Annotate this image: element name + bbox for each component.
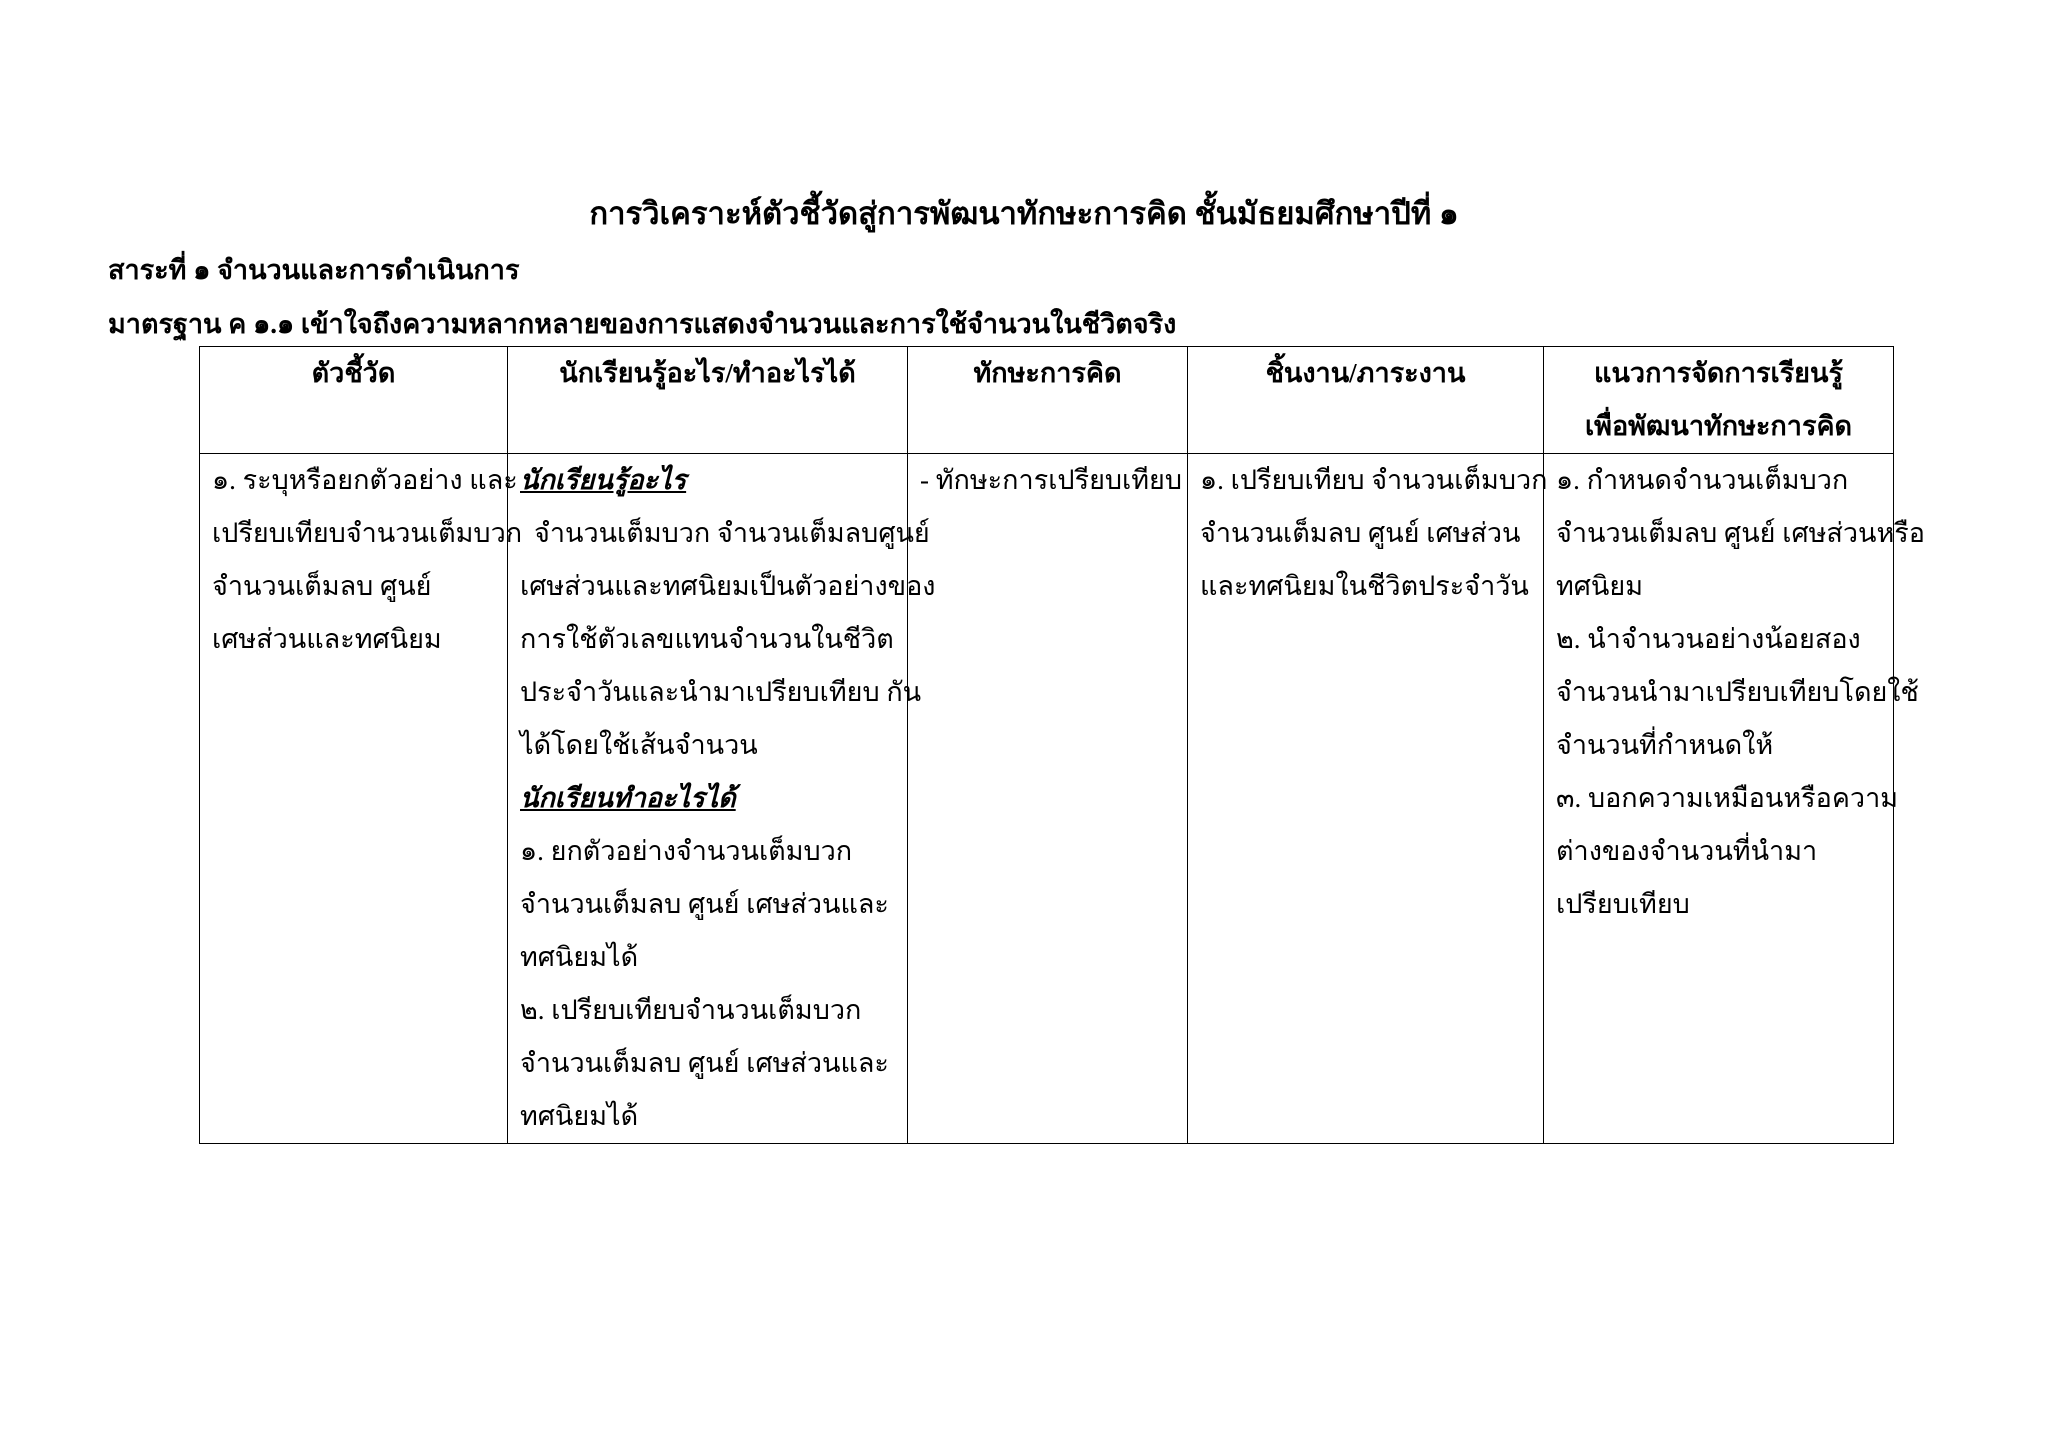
header-indicator — [200, 347, 508, 454]
cell-indicator — [200, 454, 523, 1144]
header-learning — [508, 347, 908, 454]
text-line: ๑. กำหนดจำนวนเต็มบวก — [1556, 465, 1849, 495]
know-subheading: นักเรียนรู้อะไร — [520, 465, 687, 495]
text-line: ๓. บอกความเหมือนหรือความ — [1556, 783, 1899, 813]
header-approach — [1544, 347, 1894, 454]
text-line: เศษส่วนและทศนิยม — [212, 624, 442, 654]
cell-learning — [508, 454, 936, 1144]
header-indicator-label: ตัวชี้วัด — [311, 358, 396, 388]
text-line: ๑. เปรียบเทียบ จำนวนเต็มบวก — [1200, 465, 1548, 495]
text-line: ได้โดยใช้เส้นจำนวน — [520, 730, 758, 760]
text-line: เศษส่วนและทศนิยมเป็นตัวอย่างของ — [520, 571, 936, 601]
page-title: การวิเคราะห์ตัวชี้วัดสู่การพัฒนาทักษะการคิด ชั้นมัธยมศึกษาปีที่ ๑ — [589, 196, 1459, 231]
header-approach-label-line2: เพื่อพัฒนาทักษะการคิด — [1584, 411, 1853, 441]
cell-task — [1188, 454, 1548, 1144]
table-header-row — [200, 347, 1894, 454]
text-line: จำนวนเต็มลบ ศูนย์ เศษส่วน — [1200, 518, 1521, 548]
text-line: ๒. เปรียบเทียบจำนวนเต็มบวก — [520, 995, 862, 1025]
text-line: จำนวนที่กำหนดให้ — [1556, 730, 1774, 760]
text-line: จำนวนเต็มลบ ศูนย์ เศษส่วนและ — [520, 1048, 889, 1078]
text-line: ต่างของจำนวนที่นำมา — [1556, 836, 1818, 866]
table-row — [200, 454, 1894, 1144]
text-line: ๒. นำจำนวนอย่างน้อยสอง — [1556, 624, 1861, 654]
indicator-analysis-table — [199, 346, 1925, 1144]
cell-approach — [1544, 454, 1925, 1144]
text-line: จำนวนเต็มลบ ศูนย์ เศษส่วนหรือ — [1556, 518, 1925, 548]
text-line: เปรียบเทียบ — [1556, 889, 1690, 919]
text-line: จำนวนเต็มบวก จำนวนเต็มลบศูนย์ — [534, 518, 930, 548]
text-line: ทศนิยม — [1556, 571, 1644, 601]
text-line: เปรียบเทียบจำนวนเต็มบวก — [212, 518, 523, 548]
text-line: - ทักษะการเปรียบเทียบ — [920, 465, 1183, 495]
text-line: จำนวนนำมาเปรียบเทียบโดยใช้ — [1556, 677, 1919, 707]
header-approach-label-line1: แนวการจัดการเรียนรู้ — [1594, 358, 1843, 388]
strand-heading: สาระที่ ๑ จำนวนและการดำเนินการ — [108, 255, 520, 285]
text-line: และทศนิยมในชีวิตประจำวัน — [1200, 571, 1529, 601]
text-line: ๑. ยกตัวอย่างจำนวนเต็มบวก — [520, 836, 853, 866]
header-task-label: ชิ้นงาน/ภาระงาน — [1265, 358, 1466, 388]
header-task — [1188, 347, 1544, 454]
text-line: ๑. ระบุหรือยกตัวอย่าง และ — [212, 465, 518, 495]
text-line: ทศนิยมได้ — [520, 1101, 639, 1131]
standard-heading: มาตรฐาน ค ๑.๑ เข้าใจถึงความหลากหลายของการแสดงจำนวนและการใช้จำนวนในชีวิตจริง — [108, 309, 1177, 339]
text-line: การใช้ตัวเลขแทนจำนวนในชีวิต — [520, 624, 894, 654]
header-skill — [908, 347, 1188, 454]
do-subheading: นักเรียนทำอะไรได้ — [520, 783, 736, 813]
text-line: ทศนิยมได้ — [520, 942, 639, 972]
text-line: ประจำวันและนำมาเปรียบเทียบ กัน — [520, 677, 922, 707]
text-line: จำนวนเต็มลบ ศูนย์ เศษส่วนและ — [520, 889, 889, 919]
cell-skill — [908, 454, 1188, 1144]
header-learning-label: นักเรียนรู้อะไร/ทำอะไรได้ — [559, 358, 856, 388]
text-line: จำนวนเต็มลบ ศูนย์ — [212, 571, 432, 601]
header-skill-label: ทักษะการคิด — [973, 358, 1122, 388]
